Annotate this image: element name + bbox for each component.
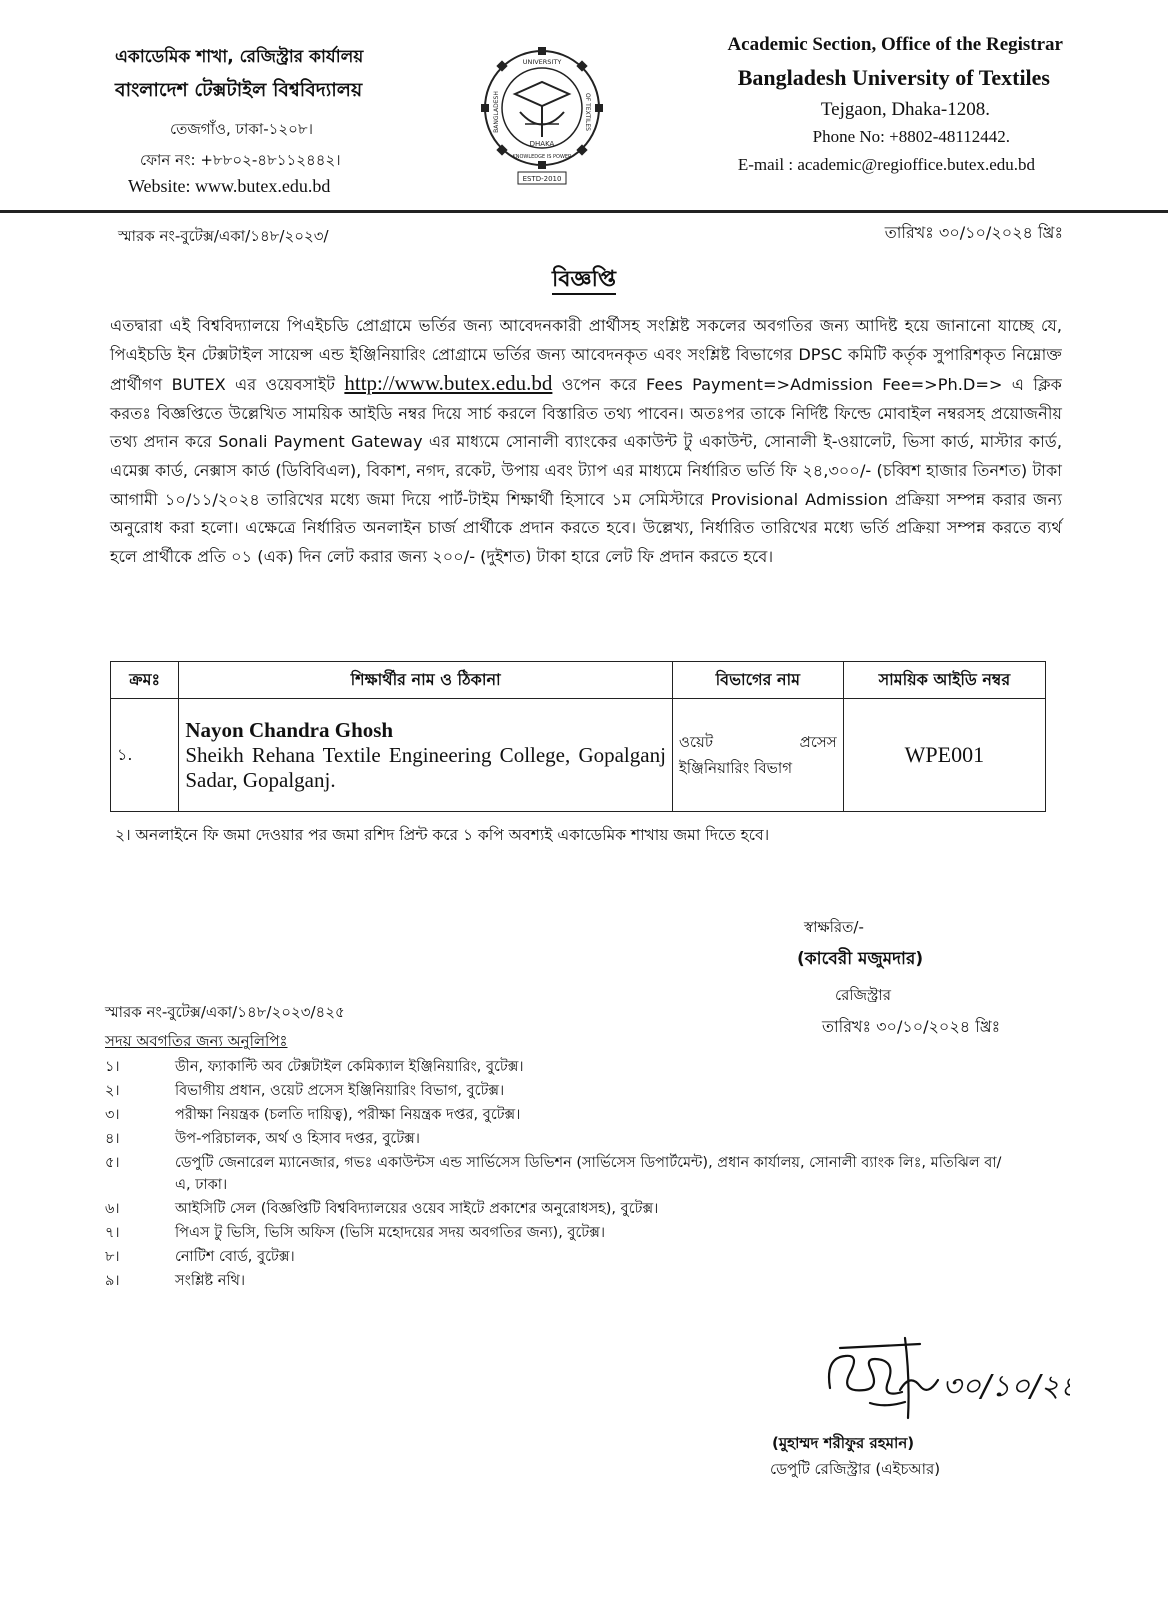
body-part2: ওপেন করে Fees Payment=>Admission Fee=>Ph.D=> এ ক্লিক করতঃ বিজ্ঞপ্তিতে উল্লেখিত সাময়িক আইডি নম্বর দিয়ে সার্চ করলে বিস্তারিত তথ্য পাবেন। অতঃপর তাকে নির্দিষ্ট ফিল্ডে মোবাইল নম্বরসহ প্রয়োজনীয় তথ্য প্রদান করে Sonali Payment Gateway এর মাধ্যমে সোনালী ব্যাংকের একাউন্ট টু একাউন্ট, সোনালী ই-ওয়ালেট, ভিসা কার্ড, মাস্টার কার্ড, এমেক্স কার্ড, নেক্সাস কার্ড (ডিবিবিএল), বিকাশ, নগদ, রকেট, উপায় এবং ট্যাপ এর মাধ্যমে নির্ধারিত ভর্তি ফি ২৪,৩০০/- (চব্বিশ হাজার তিনশত) টাকা আগামী ১০/১১/২০২৪ তারিখের মধ্যে জমা দিয়ে পার্ট-টাইম শিক্ষার্থী হিসাবে ১ম সেমিস্টারে Provisional Admission প্রক্রিয়া সম্পন্ন করার জন্য অনুরোধ করা হলো। এক্ষেত্রে নির্ধারিত অনলাইন চার্জ প্রার্থীকে প্রদান করতে হবে। উল্লেখ্য, নির্ধারিত তারিখের মধ্যে ভর্তি প্রক্রিয়া সম্পন্ন করতে ব্যর্থ হলে প্রার্থীকে প্রতি ০১ (এক) দিন লেট করার জন্য ২০০/- (দুইশত) টাকা হারে লেট ফি প্রদান করতে হবে। (110, 375, 1062, 566)
memo-number: স্মারক নং-বুটেক্স/একা/১৪৮/২০২৩/ (118, 227, 329, 245)
header-bn-line2: বাংলাদেশ টেক্সটাইল বিশ্ববিদ্যালয় (115, 79, 363, 101)
list-item-number: ৭। (105, 1225, 120, 1241)
col-name-address: শিক্ষার্থীর নাম ও ঠিকানা (179, 662, 673, 699)
list-item-text: নোটিশ বোর্ড, বুটেক্স। (175, 1249, 295, 1265)
header-en-phone: Phone No: +8802-48112442. (812, 127, 1010, 146)
header-en-line1: Academic Section, Office of the Registrar (727, 34, 1063, 55)
logo-city: DHAKA (529, 140, 555, 148)
notice-body (110, 312, 1062, 571)
deputy-registrar-designation: ডেপুটি রেজিস্ট্রার (এইচআর) (770, 1460, 941, 1478)
list-item (105, 1222, 1005, 1244)
logo-text-right: OF TEXTILES (584, 93, 591, 131)
list-item-text: পিএস টু ভিসি, ভিসি অফিস (ভিসি মহোদয়ের সদয় অবগতির জন্য), বুটেক্স। (175, 1225, 606, 1241)
logo-text-top: UNIVERSITY (522, 58, 562, 66)
list-item-number: ২। (105, 1083, 120, 1099)
body-part1: এতদ্বারা এই বিশ্ববিদ্যালয়ে পিএইচডি প্রোগ্রামে ভর্তির জন্য আবেদনকারী প্রার্থীসহ সংশ্লিষ্ট সকলের অবগতির জন্য আদিষ্ট হয়ে জানানো যাচ্ছে যে, পিএইচডি ইন টেক্সটাইল সায়েন্স এন্ড ইঞ্জিনিয়ারিং প্রোগ্রামে ভর্তির জন্য আবেদনকৃত এবং সংশ্লিষ্ট বিভাগের DPSC কমিটি কর্তৃক সুপারিশকৃত নিম্নোক্ত প্রার্থীগণ BUTEX এর ওয়েবসাইট (110, 316, 1062, 395)
registrar-name: (কাবেরী মজুমদার) (797, 949, 924, 969)
table-row (111, 699, 1046, 812)
list-item-number: ৯। (105, 1273, 120, 1289)
list-item (105, 1104, 1005, 1126)
list-item-number: ৬। (105, 1201, 120, 1217)
logo-estd: ESTD-2010 (522, 175, 562, 183)
list-item-number: ১। (105, 1059, 120, 1075)
header-website: Website: www.butex.edu.bd (128, 176, 331, 196)
university-logo (480, 42, 605, 190)
cell-name-address (179, 699, 673, 812)
logo-text-left: BANGLADESH (493, 91, 500, 133)
memo-number-2: স্মারক নং-বুটেক্স/একা/১৪৮/২০২৩/৪২৫ (105, 1003, 345, 1021)
list-item-text: আইসিটি সেল (বিজ্ঞপ্তিটি বিশ্ববিদ্যালয়ের ওয়েব সাইটে প্রকাশের অনুরোধসহ), বুটেক্স। (175, 1201, 659, 1217)
table-header-row (111, 662, 1046, 699)
list-item-number: ৫। (105, 1155, 120, 1171)
list-item (105, 1152, 1005, 1196)
list-item (105, 1270, 1005, 1292)
list-item-number: ৪। (105, 1131, 120, 1147)
signed-label: স্বাক্ষরিত/- (804, 918, 864, 936)
department-line2: ইঞ্জিনিয়ারিং বিভাগ (678, 759, 793, 777)
col-temp-id: সাময়িক আইডি নম্বর (843, 662, 1045, 699)
col-department: বিভাগের নাম (672, 662, 843, 699)
registrar-designation: রেজিস্ট্রার (835, 986, 892, 1004)
notice-date: তারিখঃ ৩০/১০/২০২৪ খ্রিঃ (884, 223, 1063, 242)
cell-department (672, 699, 843, 812)
list-item (105, 1246, 1005, 1268)
candidate-table (110, 661, 1046, 812)
header-en-line2: Bangladesh University of Textiles (737, 65, 1050, 90)
student-address: Sheikh Rehana Textile Engineering College, Gopalganj Sadar, Gopalganj. (185, 742, 666, 792)
cell-serial: ১. (111, 699, 179, 812)
registrar-date: তারিখঃ ৩০/১০/২০২৪ খ্রিঃ (822, 1017, 1001, 1036)
list-item-number: ৩। (105, 1107, 120, 1123)
handwritten-signature (810, 1318, 1070, 1428)
cc-heading: সদয় অবগতির জন্য অনুলিপিঃ (105, 1032, 288, 1050)
list-item-text: ডেপুটি জেনারেল ম্যানেজার, গভঃ একাউন্টস এন্ড সার্ভিসেস ডিভিশন (সার্ভিসেস ডিপার্টমেন্ট), প্রধান কার্যালয়, সোনালী ব্যাংক লিঃ, মতিঝিল বা/এ, ঢাকা। (175, 1155, 1002, 1193)
header-bn-phone: ফোন নং: +৮৮০২-৪৮১১২৪৪২। (140, 151, 341, 169)
note-2: ২। অনলাইনে ফি জমা দেওয়ার পর জমা রশিদ প্রিন্ট করে ১ কপি অবশ্যই একাডেমিক শাখায় জমা দিতে হবে। (115, 826, 770, 844)
deputy-registrar-name: (মুহাম্মদ শরীফুর রহমান) (772, 1434, 915, 1452)
header-en-address: Tejgaon, Dhaka-1208. (820, 99, 990, 120)
notice-title (0, 262, 1168, 299)
list-item-number: ৮। (105, 1249, 120, 1265)
list-item-text: পরীক্ষা নিয়ন্ত্রক (চলতি দায়িত্ব), পরীক্ষা নিয়ন্ত্রক দপ্তর, বুটেক্স। (175, 1107, 521, 1123)
list-item-text: বিভাগীয় প্রধান, ওয়েট প্রসেস ইঞ্জিনিয়ারিং বিভাগ, বুটেক্স। (175, 1083, 505, 1099)
student-name: Nayon Chandra Ghosh (185, 717, 394, 742)
header-divider (0, 210, 1168, 213)
header-bn-line1: একাডেমিক শাখা, রেজিস্ট্রার কার্যালয় (115, 47, 364, 67)
col-serial: ক্রমঃ (111, 662, 179, 699)
list-item (105, 1080, 1005, 1102)
list-item (105, 1128, 1005, 1150)
list-item (105, 1198, 1005, 1220)
notice-title-text: বিজ্ঞপ্তি (552, 267, 616, 295)
list-item (105, 1056, 1005, 1078)
header-bn-address: তেজগাঁও, ঢাকা-১২০৮। (170, 120, 313, 138)
website-link[interactable]: http://www.butex.edu.bd (344, 371, 553, 396)
signature-date: ৩০/১০/২৪ (942, 1369, 1070, 1404)
cell-temp-id: WPE001 (843, 699, 1045, 812)
list-item-text: ডীন, ফ্যাকাল্টি অব টেক্সটাইল কেমিক্যাল ইঞ্জিনিয়ারিং, বুটেক্স। (175, 1059, 524, 1075)
list-item-text: সংশ্লিষ্ট নথি। (175, 1273, 246, 1289)
department-line1: ওয়েট প্রসেস (678, 733, 837, 751)
list-item-text: উপ-পরিচালক, অর্থ ও হিসাব দপ্তর, বুটেক্স। (175, 1131, 420, 1147)
cc-list (105, 1056, 1005, 1294)
logo-motto: KNOWLEDGE IS POWER (512, 154, 572, 160)
header-en-email: E-mail : academic@regioffice.butex.edu.bd (737, 155, 1035, 174)
